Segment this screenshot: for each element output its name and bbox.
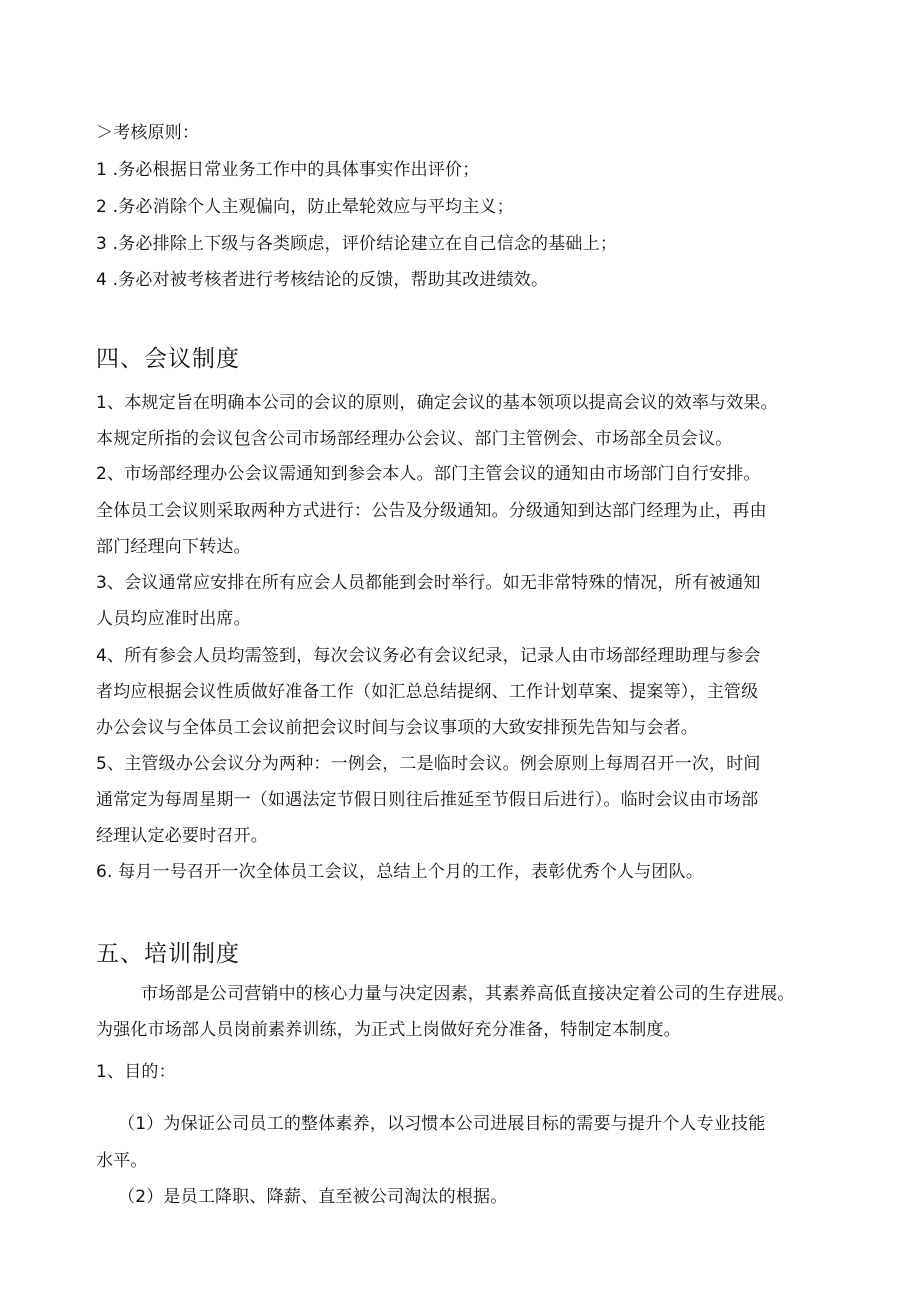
- section4-line-9: 者均应根据会议性质做好准备工作（如汇总总结提纲、工作计划草案、提案等），主管级: [96, 682, 759, 702]
- purpose-item-2: （2）是员工降职、降薪、直至被公司淘汰的根据。: [118, 1187, 508, 1207]
- section5-intro-1: 市场部是公司营销中的核心力量与决定因素，其素养高低直接决定着公司的生存进展。: [141, 984, 795, 1004]
- section4-line-5: 部门经理向下转达。: [96, 537, 251, 557]
- section4-line-2: 本规定所指的会议包含公司市场部经理办公会议、部门主管例会、市场部全员会议。: [96, 429, 733, 449]
- section4-line-14: 6. 每月一号召开一次全体员工会议，总结上个月的工作，表彰优秀个人与团队。: [96, 862, 704, 882]
- section4-line-10: 办公会议与全体员工会议前把会议时间与会议事项的大致安排预先告知与会者。: [96, 718, 698, 738]
- section4-line-1: 1、本规定旨在明确本公司的会议的原则，确定会议的基本领项以提高会议的效率与效果。: [96, 393, 778, 413]
- purpose-title: 1、目的：: [96, 1062, 176, 1082]
- section5-heading: 五、培训制度: [96, 941, 240, 967]
- purpose-item-1-cont: 水平。: [96, 1151, 148, 1171]
- section4-line-8: 4、所有参会人员均需签到，每次会议务必有会议纪录，记录人由市场部经理助理与参会: [96, 646, 761, 666]
- purpose-item-1: （1）为保证公司员工的整体素养，以习惯本公司进展目标的需要与提升个人专业技能: [118, 1114, 766, 1134]
- section4-line-13: 经理认定必要时召开。: [96, 826, 268, 846]
- principles-title: ＞考核原则：: [96, 123, 200, 143]
- section4-heading: 四、会议制度: [96, 346, 240, 372]
- principle-item-1: 1 .务必根据日常业务工作中的具体事实作出评价；: [96, 160, 480, 180]
- section4-line-11: 5、主管级办公会议分为两种：一例会，二是临时会议。例会原则上每周召开一次，时间: [96, 754, 761, 774]
- principle-item-2: 2 .务必消除个人主观偏向，防止晕轮效应与平均主义；: [96, 197, 514, 217]
- section4-line-7: 人员均应准时出席。: [96, 609, 251, 629]
- section4-line-6: 3、会议通常应安排在所有应会人员都能到会时举行。如无非常特殊的情况，所有被通知: [96, 573, 761, 593]
- section4-line-3: 2、市场部经理办公会议需通知到参会本人。部门主管会议的通知由市场部门自行安排。: [96, 464, 761, 484]
- principle-item-4: 4 .务必对被考核者进行考核结论的反馈，帮助其改进绩效。: [96, 270, 549, 290]
- section4-line-4: 全体员工会议则采取两种方式进行：公告及分级通知。分级通知到达部门经理为止，再由: [96, 501, 767, 521]
- principle-item-3: 3 .务必排除上下级与各类顾虑，评价结论建立在自己信念的基础上；: [96, 234, 618, 254]
- section4-line-12: 通常定为每周星期一（如遇法定节假日则往后推延至节假日后进行）。临时会议由市场部: [96, 790, 759, 810]
- section5-intro-2: 为强化市场部人员岗前素养训练，为正式上岗做好充分准备，特制定本制度。: [96, 1020, 681, 1040]
